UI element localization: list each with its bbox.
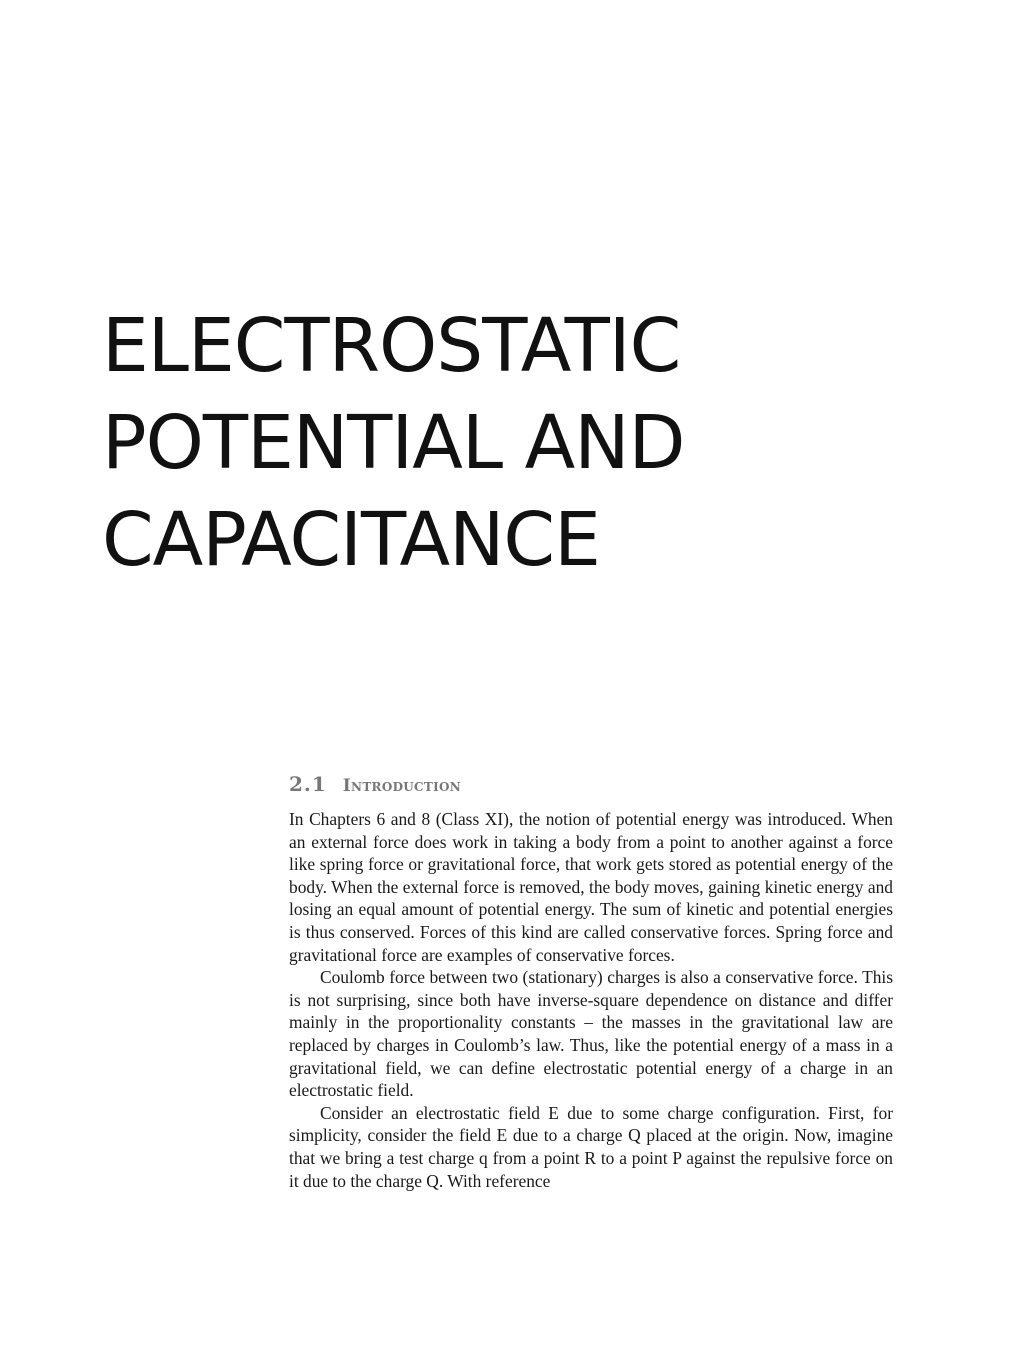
section-heading xyxy=(289,772,893,802)
chapter-title xyxy=(102,298,685,589)
chapter-title-line: ELECTROSTATIC xyxy=(102,303,681,389)
body-paragraph: In Chapters 6 and 8 (Class XI), the notion of potential energy was introduced. When an external force does work in taking a body from a point to another against a force like spring force or gravitational force, that work gets stored as potential energy of the body. When the external force is removed, the body moves, gaining kinetic energy and losing an equal amount of potential energy. The sum of kinetic and potential energies is thus conserved. Forces of this kind are called conservative forces. Spring force and gravitational force are examples of conservative forces. xyxy=(289,809,893,965)
section-title: Introduction xyxy=(342,776,462,796)
section-introduction xyxy=(289,772,893,1192)
chapter-title-line: POTENTIAL AND xyxy=(102,400,685,486)
body-paragraph: Coulomb force between two (stationary) charges is also a conservative force. This is not surprising, since both have inverse-square dependence on distance and differ mainly in the proportionality constants – the masses in the gravitational law are replaced by charges in Coulomb’s law. Thus, like the potential energy of a mass in a gravitational field, we can define electrostatic potential energy of a charge in an electrostatic field. xyxy=(289,967,893,1101)
section-number: 2.1 xyxy=(289,772,327,796)
body-paragraph: Consider an electrostatic field E due to some charge configuration. First, for simplicity, consider the field E due to a charge Q placed at the origin. Now, imagine that we bring a test charge q from a point R to a point P against the repulsive force on it due to the charge Q. With reference xyxy=(289,1102,893,1191)
chapter-title-line: CAPACITANCE xyxy=(102,497,600,583)
